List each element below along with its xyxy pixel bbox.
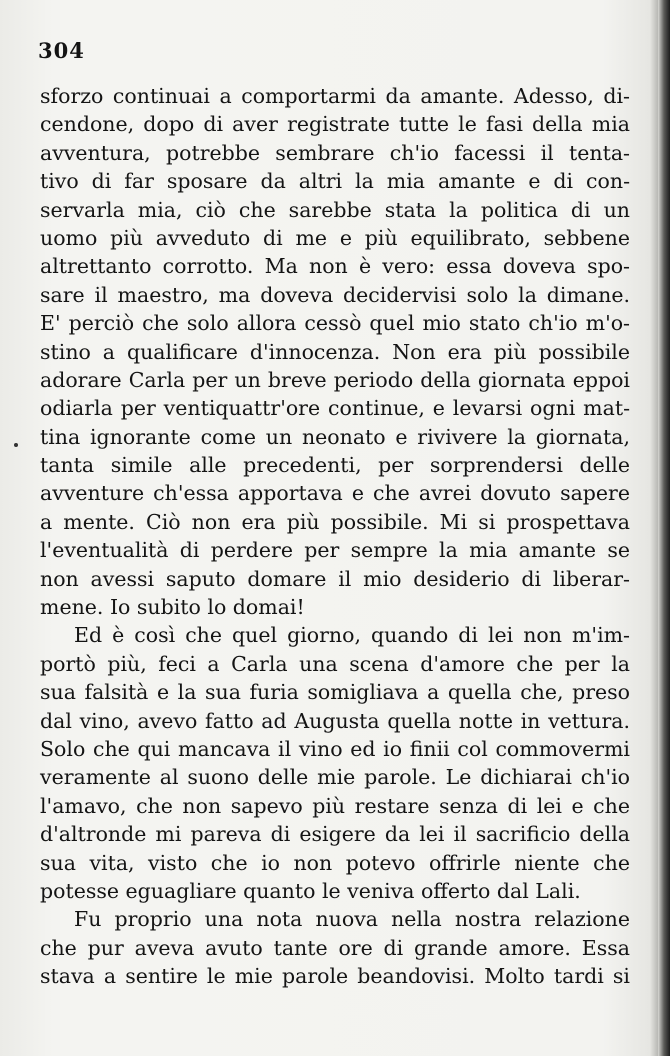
- text-line: adorare Carla per un breve periodo della giornata eppoi: [40, 367, 630, 392]
- text-line: odiarla per ventiquattr'ore continue, e levarsi ogni mat-: [40, 396, 630, 421]
- text-line: Ed è così che quel giorno, quando di lei non m'im-: [74, 623, 630, 648]
- text-line: cendone, dopo di aver registrate tutte le fasi della mia: [40, 112, 630, 137]
- page-number: 304: [38, 38, 85, 63]
- text-line: sare il maestro, ma doveva decidervisi solo la dimane.: [40, 282, 630, 307]
- text-line: veramente al suono delle mie parole. Le dichiarai ch'io: [40, 765, 630, 790]
- text-line: a mente. Ciò non era più possibile. Mi si prospettava: [40, 509, 630, 534]
- text-line: l'eventualità di perdere per sempre la mia amante se: [40, 538, 630, 563]
- text-line: tina ignorante come un neonato e rivivere la giornata,: [40, 424, 630, 449]
- text-line: che pur aveva avuto tante ore di grande amore. Essa: [40, 935, 630, 960]
- text-line: E' perciò che solo allora cessò quel mio stato ch'io m'o-: [40, 311, 630, 336]
- text-line: stava a sentire le mie parole beandovisi. Molto tardi si: [40, 964, 630, 989]
- text-line: avventura, potrebbe sembrare ch'io facessi il tenta-: [40, 140, 630, 165]
- text-line: tivo di far sposare da altri la mia amante e di con-: [40, 169, 630, 194]
- text-line: l'amavo, che non sapevo più restare senza di lei e che: [40, 793, 630, 818]
- text-line: dal vino, avevo fatto ad Augusta quella notte in vettura.: [40, 708, 630, 733]
- text-line: uomo più avveduto di me e più equilibrato, sebbene: [40, 225, 630, 250]
- text-line: Fu proprio una nota nuova nella nostra relazione: [74, 907, 630, 932]
- text-line: Solo che qui mancava il vino ed io finii col commovermi: [40, 736, 630, 761]
- text-line: potesse eguagliare quanto le veniva offerto dal Lali.: [40, 878, 581, 903]
- text-line: servarla mia, ciò che sarebbe stata la politica di un: [40, 197, 630, 222]
- text-line: d'altronde mi pareva di esigere da lei il sacrificio della: [40, 822, 630, 847]
- body-text: [40, 82, 630, 991]
- text-line: non avessi saputo domare il mio desiderio di liberar-: [40, 566, 630, 591]
- text-line: portò più, feci a Carla una scena d'amore che per la: [40, 651, 630, 676]
- text-line: sforzo continuai a comportarmi da amante. Adesso, di-: [40, 84, 630, 108]
- text-line: sua falsità e la sua furia somigliava a quella che, preso: [40, 680, 630, 705]
- text-line: altrettanto corrotto. Ma non è vero: essa doveva spo-: [40, 254, 630, 279]
- text-line: avventure ch'essa apportava e che avrei dovuto sapere: [40, 481, 630, 506]
- page-edge-shadow: [658, 0, 670, 1056]
- text-line: mene. Io subito lo domai!: [40, 595, 305, 620]
- margin-mark: [14, 443, 18, 447]
- text-line: sua vita, visto che io non potevo offrirle niente che: [40, 850, 630, 875]
- text-line: tanta simile alle precedenti, per sorprendersi delle: [40, 453, 630, 478]
- text-line: stino a qualificare d'innocenza. Non era più possibile: [40, 339, 630, 364]
